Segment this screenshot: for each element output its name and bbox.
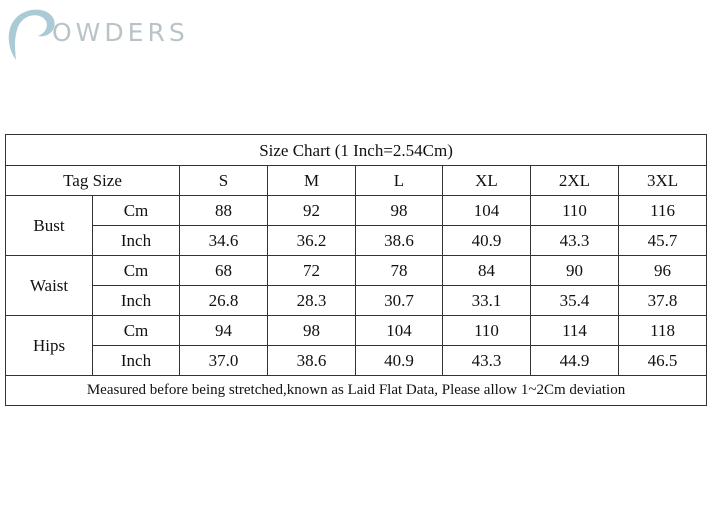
unit-label: Inch	[93, 286, 180, 316]
table-cell: 84	[443, 256, 531, 286]
table-cell: 35.4	[531, 286, 619, 316]
chart-title: Size Chart (1 Inch=2.54Cm)	[6, 135, 707, 166]
table-cell: 114	[531, 316, 619, 346]
table-cell: 40.9	[443, 226, 531, 256]
table-cell: 38.6	[268, 346, 356, 376]
size-header: XL	[443, 166, 531, 196]
unit-label: Cm	[93, 256, 180, 286]
table-cell: 68	[180, 256, 268, 286]
size-header: 3XL	[619, 166, 707, 196]
table-cell: 46.5	[619, 346, 707, 376]
table-row	[6, 226, 707, 256]
table-row	[6, 256, 707, 286]
measure-label-bust: Bust	[6, 196, 93, 256]
table-cell: 98	[268, 316, 356, 346]
table-cell: 37.0	[180, 346, 268, 376]
table-cell: 116	[619, 196, 707, 226]
table-cell: 78	[356, 256, 443, 286]
unit-label: Inch	[93, 226, 180, 256]
table-cell: 43.3	[531, 226, 619, 256]
table-row	[6, 196, 707, 226]
table-cell: 43.3	[443, 346, 531, 376]
table-cell: 90	[531, 256, 619, 286]
measurement-note: Measured before being stretched,known as Laid Flat Data, Please allow 1~2Cm deviation	[6, 376, 707, 406]
table-cell: 26.8	[180, 286, 268, 316]
title-row	[6, 135, 707, 166]
measure-label-waist: Waist	[6, 256, 93, 316]
brand-logo	[4, 4, 204, 64]
table-cell: 104	[443, 196, 531, 226]
header-row	[6, 166, 707, 196]
table-cell: 118	[619, 316, 707, 346]
table-cell: 104	[356, 316, 443, 346]
note-row	[6, 376, 707, 406]
size-header: M	[268, 166, 356, 196]
size-header: 2XL	[531, 166, 619, 196]
table-cell: 38.6	[356, 226, 443, 256]
table-cell: 72	[268, 256, 356, 286]
size-header: S	[180, 166, 268, 196]
size-chart-table	[5, 134, 707, 406]
table-cell: 34.6	[180, 226, 268, 256]
table-cell: 28.3	[268, 286, 356, 316]
table-cell: 45.7	[619, 226, 707, 256]
size-header: L	[356, 166, 443, 196]
unit-label: Inch	[93, 346, 180, 376]
table-row	[6, 346, 707, 376]
table-cell: 96	[619, 256, 707, 286]
table-cell: 92	[268, 196, 356, 226]
table-cell: 30.7	[356, 286, 443, 316]
unit-label: Cm	[93, 196, 180, 226]
table-cell: 36.2	[268, 226, 356, 256]
table-cell: 94	[180, 316, 268, 346]
measure-label-hips: Hips	[6, 316, 93, 376]
table-cell: 98	[356, 196, 443, 226]
table-cell: 110	[443, 316, 531, 346]
unit-label: Cm	[93, 316, 180, 346]
table-cell: 33.1	[443, 286, 531, 316]
table-cell: 37.8	[619, 286, 707, 316]
table-row	[6, 286, 707, 316]
table-cell: 88	[180, 196, 268, 226]
logo-text: OWDERS	[52, 18, 189, 47]
tag-size-label: Tag Size	[6, 166, 180, 196]
table-cell: 40.9	[356, 346, 443, 376]
table-cell: 110	[531, 196, 619, 226]
table-row	[6, 316, 707, 346]
table-cell: 44.9	[531, 346, 619, 376]
